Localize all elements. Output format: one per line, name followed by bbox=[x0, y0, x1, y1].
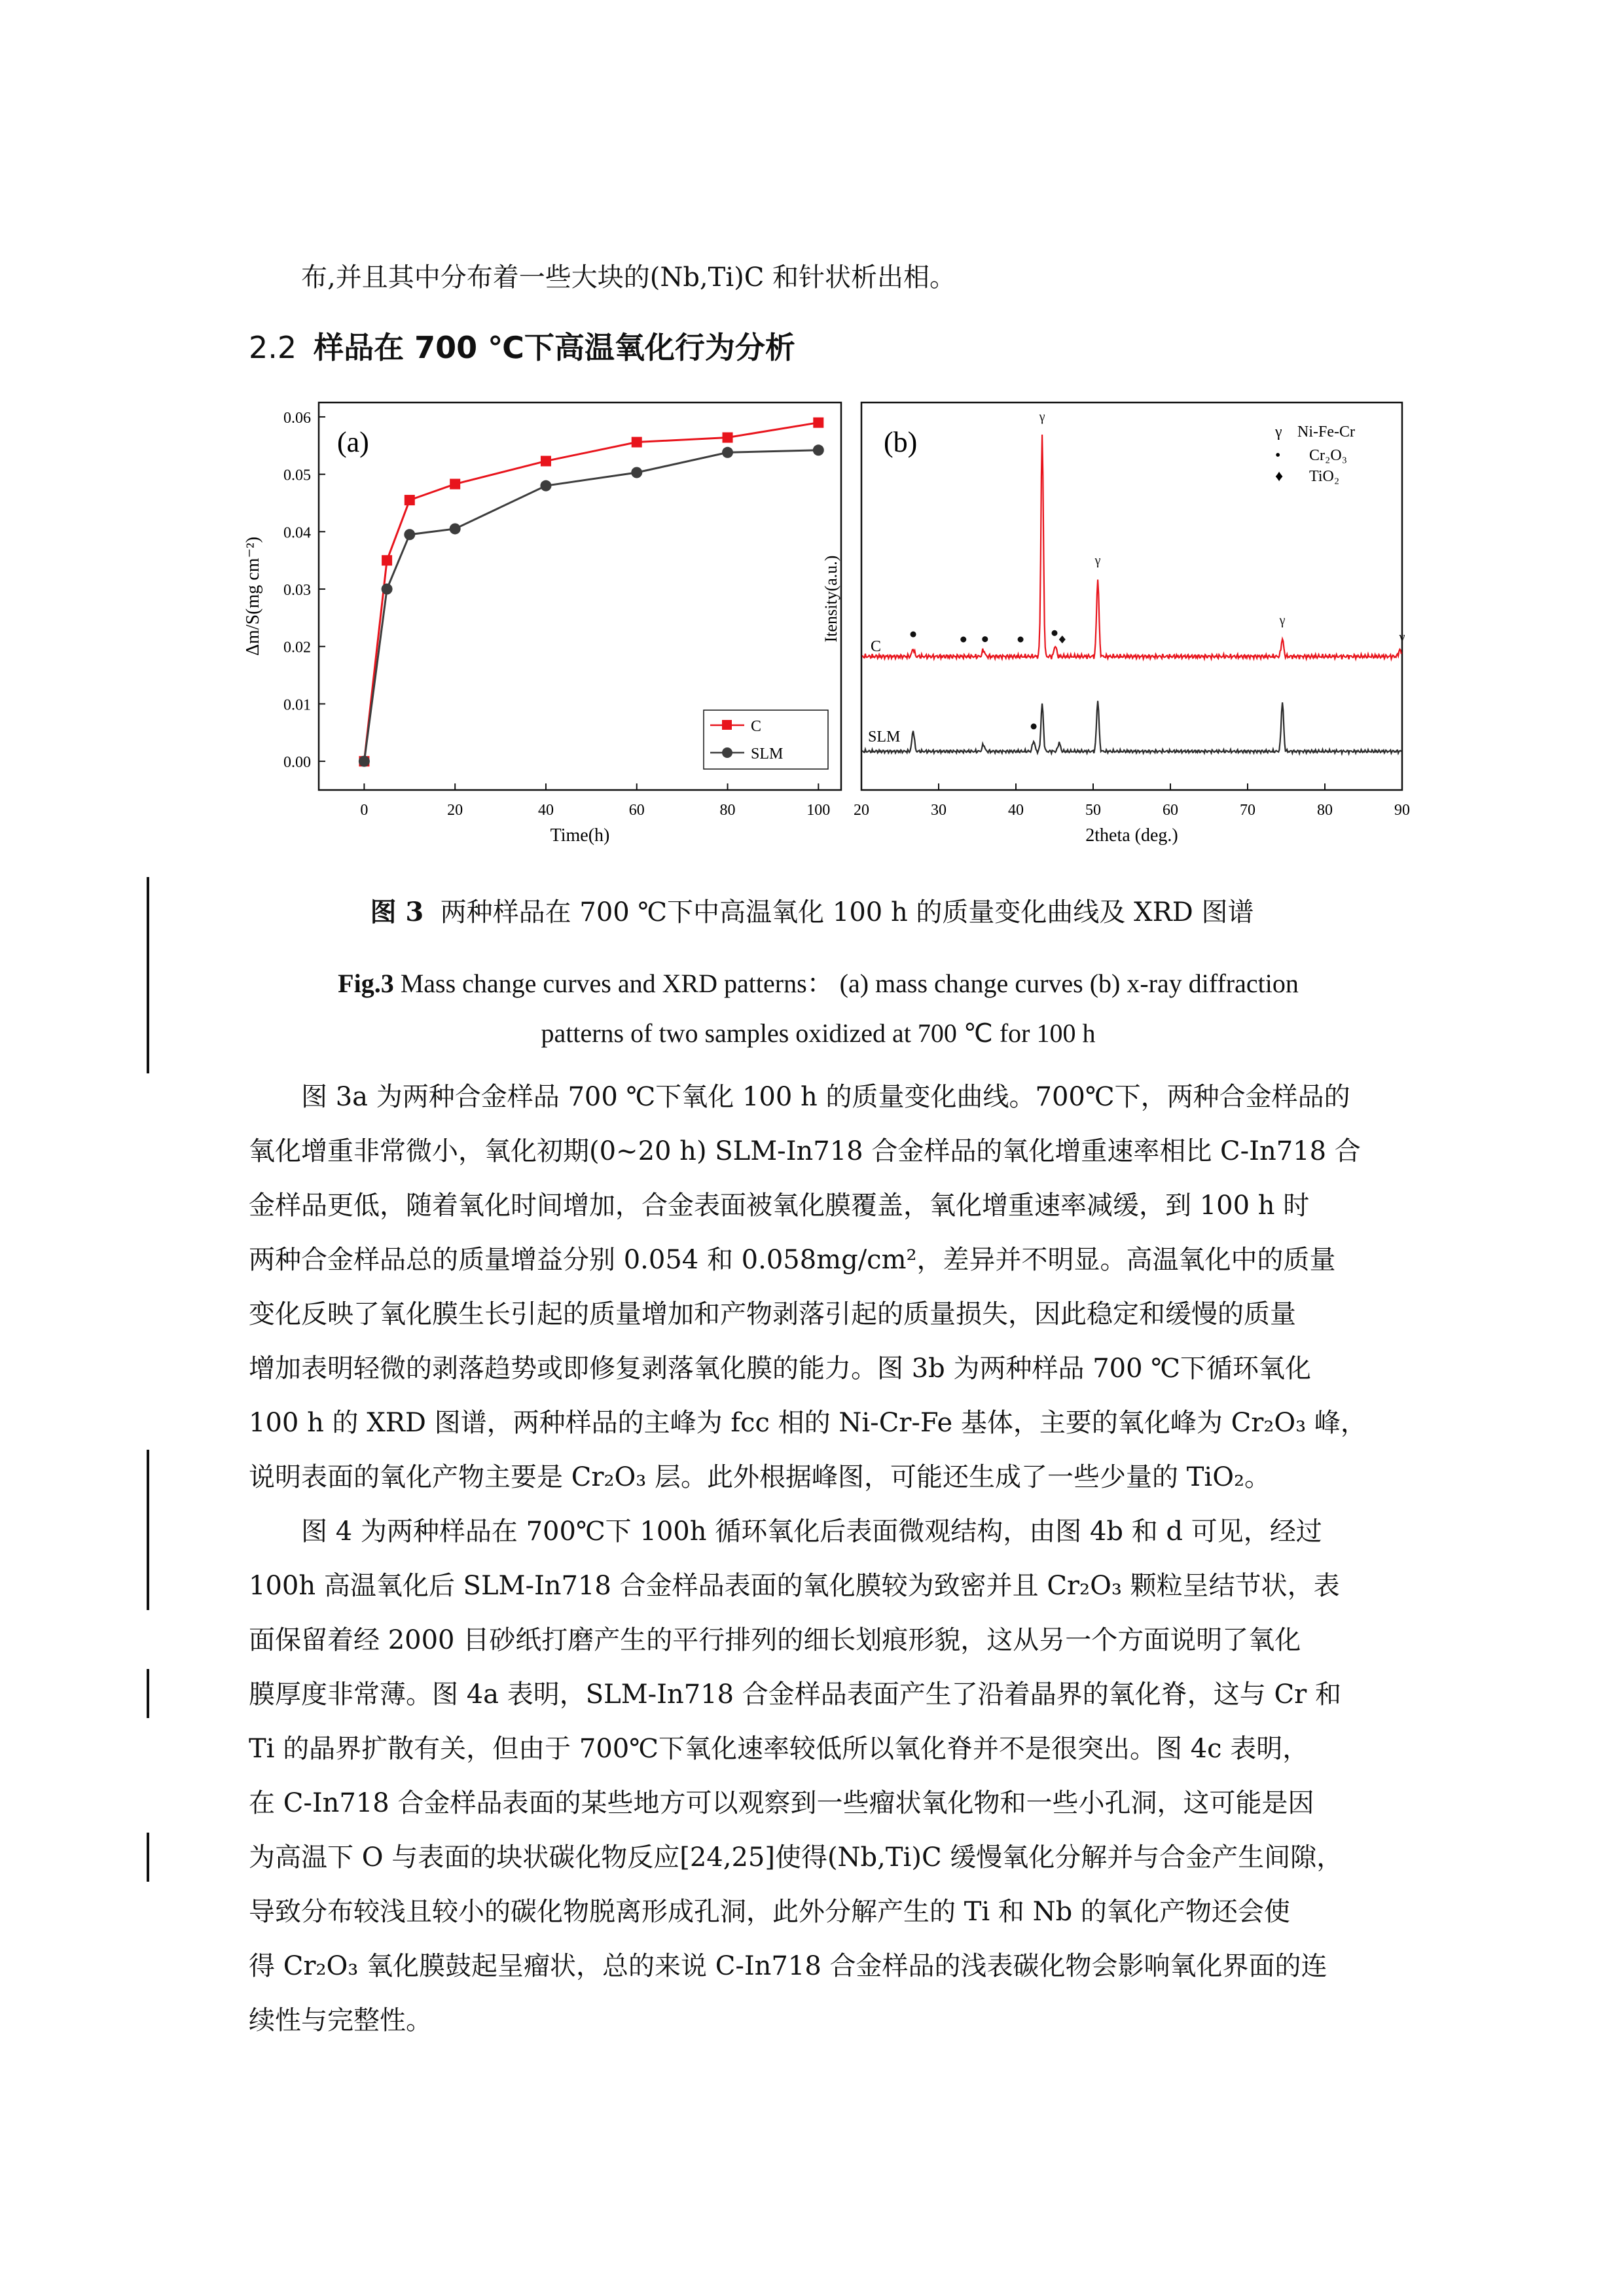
peak-marker-gamma: γ bbox=[1279, 613, 1286, 628]
data-point bbox=[722, 447, 733, 458]
x-tick-label: 60 bbox=[1163, 802, 1178, 819]
text-line: 得 Cr₂O₃ 氧化膜鼓起呈瘤状，总的来说 C-In718 合金样品的浅表碳化物会影响氧化界面的连 bbox=[249, 1951, 1327, 1981]
peak-marker-cr2o3 bbox=[1031, 723, 1037, 729]
x-tick-label: 60 bbox=[628, 802, 645, 819]
text-line: 导致分布较浅且较小的碳化物脱离形成孔洞，此外分解产生的 Ti 和 Nb 的氧化产物还会使 bbox=[249, 1897, 1290, 1927]
peak-marker-gamma: γ bbox=[1039, 410, 1045, 424]
x-axis-ticks bbox=[360, 783, 830, 819]
legend-label: TiO₂ bbox=[1309, 468, 1340, 485]
paragraph-2 bbox=[249, 1505, 1388, 2048]
y-tick-label: 0.00 bbox=[283, 754, 311, 772]
text-line: 100h 高温氧化后 SLM-In718 合金样品表面的氧化膜较为致密并且 Cr₂O₃ 颗粒呈结节状，表 bbox=[249, 1571, 1340, 1601]
panel-label: (a) bbox=[337, 426, 369, 458]
peak-marker-cr2o3 bbox=[1018, 637, 1024, 643]
y-tick-label: 0.02 bbox=[283, 639, 311, 656]
text-line: 金样品更低，随着氧化时间增加，合金表面被氧化膜覆盖，氧化增重速率减缓，到 100 h 时 bbox=[249, 1191, 1310, 1221]
data-point bbox=[632, 437, 642, 448]
data-point bbox=[541, 456, 551, 466]
data-point bbox=[405, 495, 415, 505]
data-point bbox=[450, 523, 461, 534]
text-line: 膜厚度非常薄。图 4a 表明，SLM-In718 合金样品表面产生了沿着晶界的氧化脊，这与 Cr 和 bbox=[249, 1679, 1341, 1710]
data-point bbox=[382, 584, 393, 595]
data-point bbox=[359, 756, 370, 767]
revision-bar bbox=[147, 1833, 149, 1882]
section-heading bbox=[249, 324, 795, 367]
peak-marker-gamma: γ bbox=[1399, 630, 1405, 645]
x-tick-label: 90 bbox=[1394, 802, 1410, 819]
y-tick-label: 0.01 bbox=[283, 696, 311, 714]
data-point bbox=[631, 467, 642, 478]
series-label-slm: SLM bbox=[868, 728, 901, 745]
text-line: 氧化增重非常微小，氧化初期(0~20 h) SLM-In718 合金样品的氧化增重速率相比 C-In718 合 bbox=[249, 1136, 1361, 1166]
peak-marker-cr2o3 bbox=[1052, 630, 1058, 636]
text-line: 在 C-In718 合金样品表面的某些地方可以观察到一些瘤状氧化物和一些小孔洞，这可能是因 bbox=[249, 1788, 1314, 1818]
y-tick-label: 0.03 bbox=[283, 582, 311, 600]
figure-caption-en bbox=[249, 959, 1388, 1058]
peak-marker-cr2o3 bbox=[911, 632, 916, 637]
x-axis-label: 2theta (deg.) bbox=[1085, 825, 1178, 846]
caption-line: patterns of two samples oxidized at 700 ℃ for 100 h bbox=[541, 1018, 1096, 1048]
data-point bbox=[540, 480, 551, 492]
legend-label-slm: SLM bbox=[751, 745, 784, 762]
text-line: 布,并且其中分布着一些大块的(Nb,Ti)C 和针状析出相。 bbox=[301, 262, 956, 293]
series-label-c: C bbox=[871, 638, 882, 655]
text-line: 两种合金样品总的质量增益分别 0.054 和 0.058mg/cm²，差异并不明显。高温氧化中的质量 bbox=[249, 1245, 1336, 1275]
legend-symbol: • bbox=[1275, 447, 1281, 464]
intro-line bbox=[249, 251, 1388, 305]
revision-bar bbox=[147, 1505, 149, 1610]
x-tick-label: 40 bbox=[537, 802, 554, 819]
caption-label: 图 3 bbox=[370, 897, 424, 927]
caption-line bbox=[249, 959, 1388, 1009]
x-tick-label: 100 bbox=[806, 802, 831, 819]
y-axis-label: Δm/S(mg cm⁻²) bbox=[243, 537, 263, 656]
figure-3a-mass-change-chart bbox=[239, 396, 848, 867]
panel-label: (b) bbox=[884, 426, 918, 458]
section-number: 2.2 bbox=[249, 330, 297, 365]
text-line: 面保留着经 2000 目砂纸打磨产生的平行排列的细长划痕形貌，这从另一个方面说明了氧化 bbox=[249, 1625, 1301, 1655]
peak-marker-tio2 bbox=[1059, 636, 1066, 643]
paragraph-1 bbox=[249, 1070, 1388, 1505]
legend-label: Ni-Fe-Cr bbox=[1297, 423, 1355, 440]
x-tick-label: 50 bbox=[1085, 802, 1101, 819]
data-point bbox=[723, 432, 733, 442]
legend-marker-c bbox=[722, 720, 732, 730]
data-point bbox=[450, 479, 460, 490]
revision-bar bbox=[147, 1450, 149, 1512]
peak-marker-cr2o3 bbox=[960, 637, 966, 643]
caption-label: Fig.3 bbox=[338, 969, 394, 998]
text-line: 100 h 的 XRD 图谱，两种样品的主峰为 fcc 相的 Ni-Cr-Fe 基体，主要的氧化峰为 Cr₂O₃ 峰， bbox=[249, 1408, 1367, 1438]
legend-label: Cr₂O₃ bbox=[1309, 447, 1348, 464]
x-axis-ticks bbox=[854, 783, 1410, 819]
peak-marker-gamma: γ bbox=[1094, 553, 1101, 568]
x-tick-label: 80 bbox=[1317, 802, 1333, 819]
figure-caption-zh bbox=[0, 891, 1624, 929]
caption-text: 两种样品在 700 ℃下中高温氧化 100 h 的质量变化曲线及 XRD 图谱 bbox=[440, 897, 1254, 927]
text-line: 续性与完整性。 bbox=[249, 2005, 432, 2036]
text-line: 说明表面的氧化产物主要是 Cr₂O₃ 层。此外根据峰图，可能还生成了一些少量的 TiO₂。 bbox=[249, 1462, 1271, 1492]
x-axis-label: Time(h) bbox=[550, 825, 610, 846]
text-line: 为高温下 O 与表面的块状碳化物反应[24,25]使得(Nb,Ti)C 缓慢氧化分解并与合金产生间隙， bbox=[249, 1842, 1343, 1873]
y-tick-label: 0.06 bbox=[283, 409, 311, 427]
figure-3b-xrd-chart bbox=[805, 396, 1414, 867]
legend-marker-slm bbox=[722, 747, 732, 758]
xrd-pattern bbox=[862, 701, 1401, 753]
text-line: 变化反映了氧化膜生长引起的质量增加和产物剥落引起的质量损失，因此稳定和缓慢的质量 bbox=[249, 1299, 1296, 1329]
x-tick-label: 80 bbox=[719, 802, 736, 819]
text-line: 图 4 为两种样品在 700℃下 100h 循环氧化后表面微观结构，由图 4b 和 d 可见，经过 bbox=[301, 1516, 1322, 1547]
y-tick-label: 0.04 bbox=[283, 524, 311, 542]
text-line: 图 3a 为两种合金样品 700 ℃下氧化 100 h 的质量变化曲线。700℃下，两种合金样品的 bbox=[301, 1082, 1350, 1112]
x-tick-label: 30 bbox=[931, 802, 947, 819]
x-tick-label: 70 bbox=[1240, 802, 1255, 819]
data-point bbox=[382, 555, 392, 565]
x-tick-label: 20 bbox=[447, 802, 463, 819]
text-line: 增加表明轻微的剥落趋势或即修复剥落氧化膜的能力。图 3b 为两种样品 700 ℃下循环氧化 bbox=[249, 1354, 1312, 1384]
revision-bar bbox=[147, 1669, 149, 1718]
x-tick-label: 40 bbox=[1008, 802, 1024, 819]
y-axis-label: Itensity(a.u.) bbox=[821, 555, 840, 643]
x-tick-label: 0 bbox=[360, 802, 369, 819]
legend bbox=[1274, 423, 1355, 485]
legend-symbol: γ bbox=[1275, 423, 1282, 440]
x-tick-label: 20 bbox=[854, 802, 869, 819]
section-title: 样品在 700 ℃下高温氧化行为分析 bbox=[314, 330, 795, 365]
legend-label-c: C bbox=[751, 718, 762, 735]
y-tick-label: 0.05 bbox=[283, 467, 311, 484]
peak-marker-cr2o3 bbox=[982, 636, 988, 642]
legend-symbol: ♦ bbox=[1275, 468, 1284, 485]
caption-text: Mass change curves and XRD patterns： (a) mass change curves (b) x-ray diffraction bbox=[400, 969, 1299, 998]
text-line: Ti 的晶界扩散有关，但由于 700℃下氧化速率较低所以氧化脊并不是很突出。图 4c 表明， bbox=[249, 1734, 1309, 1764]
data-point bbox=[404, 529, 415, 540]
